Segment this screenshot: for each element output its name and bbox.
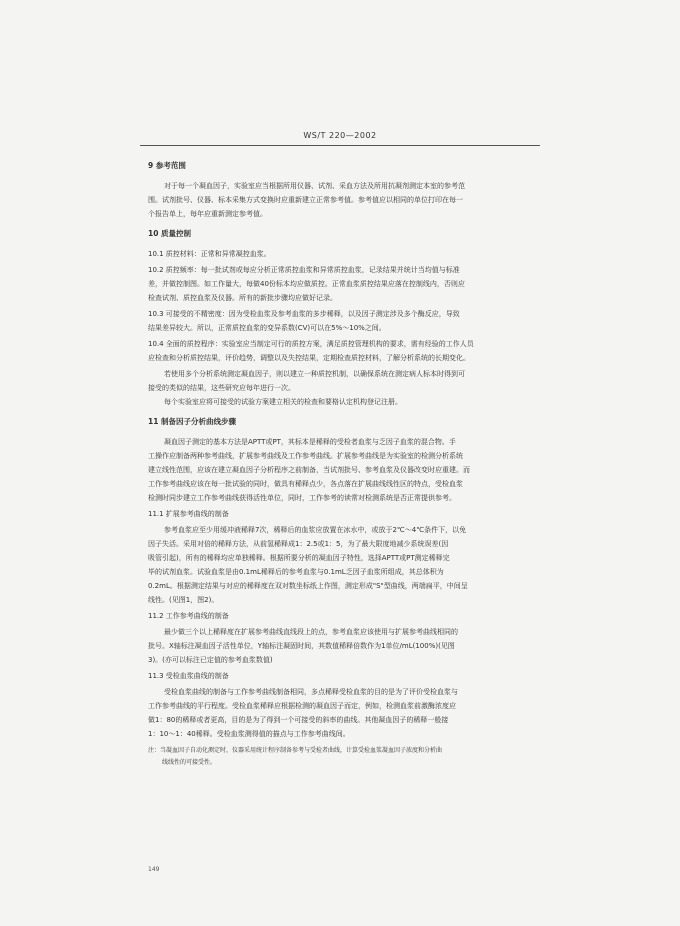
text-line: 差，并做控制图。如工作量大，每做40份标本均应做质控。正常血浆质控结果应落在控制线内，否则应 (148, 280, 465, 288)
section-heading: 10 质量控制 (148, 229, 192, 238)
text-line: 工作参考曲线的平行程度。受检血浆稀释应根据检测的凝血因子而定，例如，检测血浆前激酶浓度应 (148, 702, 456, 710)
text-line: 10.1 质控材料：正常和异常凝控血浆。 (148, 250, 271, 258)
text-line: 工作参考曲线应该在每一批试验的同时，做具有稀释点少，各点落在扩展曲线线性区的特点，受检血浆 (148, 480, 463, 488)
standard-header: WS/T 220—2002 (303, 131, 377, 140)
text-line: 结果差异较大。所以，正常质控血浆的变异系数(CV)可以在5%～10%之间。 (148, 324, 386, 332)
text-line: 对于每一个凝血因子，实验室应当根据所用仪器、试剂、采血方法及所用抗凝剂测定本室的参考范 (164, 182, 465, 190)
text-line: 接受的类似的结果，这些研究应每年进行一次。 (148, 384, 295, 392)
section-heading: 11 制备因子分析曲线步骤 (148, 417, 237, 426)
text-line: 3)。(亦可以标注已定值的参考血浆数值) (148, 656, 273, 664)
text-line: 参考血浆应至少用缓冲液稀释7次，稀释后的血浆应放置在冰水中，或放于2℃～4℃条件下，以免 (164, 526, 467, 534)
text-line: 检测时同步建立工作参考曲线获得活性单位，同时，工作参考的读常对检测系统是否正常提供参考。 (148, 494, 456, 502)
text-line: 线线性的可接受性。 (162, 759, 217, 766)
text-line: 11.1 扩展参考曲线的制备 (148, 510, 229, 518)
text-line: 应检查和分析质控结果，评价趋势，调整以及失控结果，定期检查质控材料，了解分析系统的长期变化。 (148, 354, 470, 362)
text-line: 11.3 受检血浆曲线的制备 (148, 672, 229, 680)
text-line: 每个实验室应将可接受的试验方案建立相关的检查和要格认定机构登记注册。 (164, 398, 402, 406)
text-line: 批号。X轴标注凝血因子活性单位，Y轴标注凝固时间，其数值稀释倍数作为1单位/mL(100%)(见图 (148, 642, 455, 650)
text-line: 0.2mL。根据测定结果与对应的稀释度在双对数坐标纸上作图，测定形成"S"型曲线，两端扁平，中间呈 (148, 582, 468, 590)
text-line: 线性。(见图1，图2)。 (148, 596, 219, 604)
text-line: 注：当凝血因子自动化测定时，仪器采用统计程序制备参考与受检者曲线，计算受检血浆凝血因子浓度和分析曲 (148, 747, 443, 754)
text-line: 个报告单上，每年应重新测定参考值。 (148, 210, 267, 218)
text-line: 10.2 质控频率：每一批试剂或每应分析正常质控血浆和异常质控血浆，记录结果并统计当均值与标准 (148, 266, 460, 274)
text-line: 最少做三个以上稀释度在扩展参考曲线直线段上的点，参考血浆应该使用与扩展参考曲线相同的 (164, 628, 458, 636)
section-heading: 9 参考范围 (148, 161, 186, 170)
text-line: 10.3 可接受的不精密度：因为受检血浆及参考血浆的多步稀释，以及因子测定涉及多个酶反应，导致 (148, 310, 460, 318)
text-line: 建立线性范围，应该在建立凝血因子分析程序之前制备，当试剂批号、参考血浆及仪器改变时应重建。而 (148, 466, 470, 474)
text-line: 1：10～1：40稀释。受检血浆测得值的描点与工作参考曲线间。 (148, 730, 350, 738)
text-line: 10.4 全面的质控程序：实验室应当制定可行的质控方案，满足质控管理机构的要求，需有经验的工作人员 (148, 340, 474, 348)
text-line: 因子失活。采用对倍的稀释方法，从前氢稀释成1：2.5或1：5，为了最大限度地减少系统误差(因 (148, 540, 449, 548)
text-line: 围。试剂批号、仪器、标本采集方式变换时应重新建立正常参考值。参考值应以相同的单位打印在每一 (148, 196, 463, 204)
text-line: 毕的试剂血浆。试验血浆是由0.1mL稀释后的参考血浆与0.1mL乏因子血浆所组成，其总体积为 (148, 568, 444, 576)
text-line: 做1：80的稀释或者更高，目的是为了得到一个可接受的斜率的曲线。其他凝血因子的稀释一般接 (148, 716, 449, 724)
text-line: 11.2 工作参考曲线的制备 (148, 612, 229, 620)
text-line: 若使用多个分析系统测定凝血因子，则以建立一种质控机制，以确保系统在测定病人标本时得到可 (164, 370, 465, 378)
text-line: 受检血浆曲线的制备与工作参考曲线制备相同，多点稀释受检血浆的目的是为了评价受检血浆与 (164, 688, 458, 696)
text-line: 检查试剂、质控血浆及仪器。所有的新批步骤均应做好记录。 (148, 294, 337, 302)
header-rule (140, 145, 540, 146)
text-line: 工操作应制备两种参考曲线，扩展参考曲线及工作参考曲线。扩展参考曲线是为实验室的检测分析系统 (148, 452, 463, 460)
text-line: 吸管引起)，所有的稀释均应单独稀释。根据所要分析的凝血因子特性，选择APTT或PT测定稀释完 (148, 554, 450, 562)
page-number: 149 (148, 866, 160, 873)
text-line: 凝血因子测定的基本方法是APTT或PT，其标本是稀释的受检者血浆与乏因子血浆的混合物。手 (164, 438, 456, 446)
